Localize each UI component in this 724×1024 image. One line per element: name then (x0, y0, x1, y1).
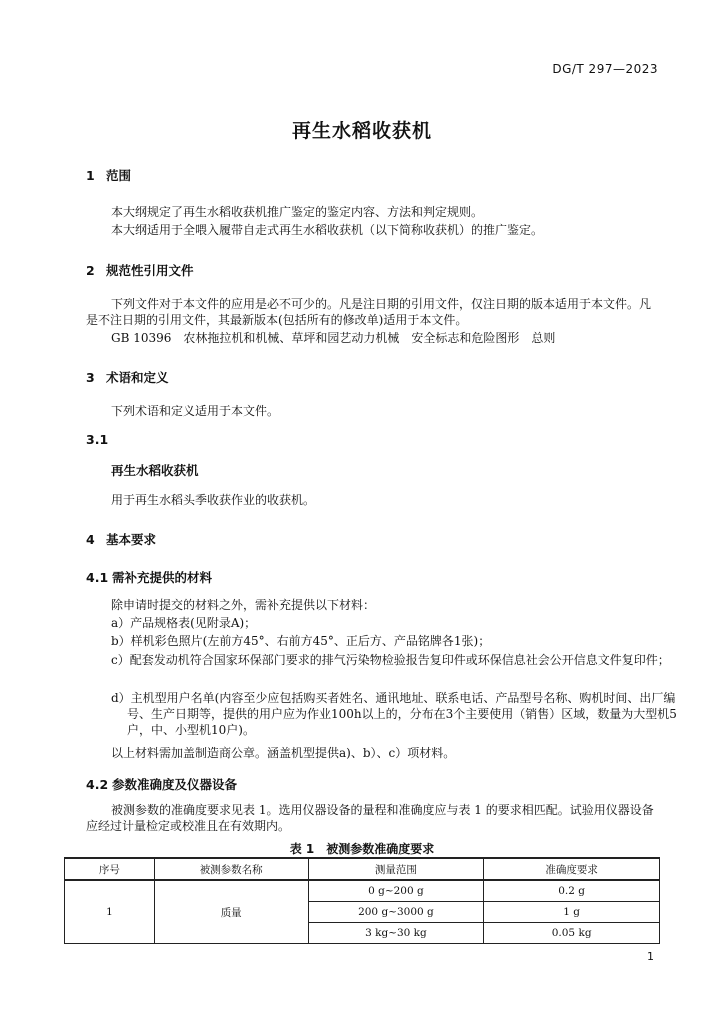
subsection-4-1-heading (86, 568, 212, 586)
paragraph: 本大纲适用于全喂入履带自走式再生水稻收获机（以下简称收获机）的推广鉴定。 (111, 223, 544, 237)
table-cell: 0.2 g (484, 880, 660, 902)
section-title: 术语和定义 (106, 370, 169, 385)
table-cell: 质量 (154, 880, 308, 944)
paragraph: 下列术语和定义适用于本文件。 (111, 404, 280, 418)
paragraph: 本大纲规定了再生水稻收获机推广鉴定的鉴定内容、方法和判定规则。 (111, 205, 484, 219)
reference-item: GB 10396 农林拖拉机和机械、草坪和园艺动力机械 安全标志和危险图形 总则 (111, 331, 556, 345)
section-3-heading (86, 368, 169, 386)
paragraph: 下列文件对于本文件的应用是必不可少的。凡是注日期的引用文件，仅注日期的版本适用于本文件。凡是不注日期的引用文件，其最新版本(包括所有的修改单)适用于本文件。 (86, 297, 652, 327)
section-title: 参数准确度及仪器设备 (112, 777, 238, 792)
table-header-row (65, 858, 660, 880)
table-cell: 3 kg~30 kg (308, 923, 484, 944)
term-name: 再生水稻收获机 (111, 463, 199, 478)
section-number: 4 (86, 532, 95, 547)
page-number: 1 (647, 950, 654, 963)
column-header: 序号 (65, 858, 155, 880)
list-item: c）配套发动机符合国家环保部门要求的排气污染物检验报告复印件或环保信息社会公开信息文件复印件； (111, 653, 670, 667)
paragraph: 除申请时提交的材料之外，需补充提供以下材料： (111, 598, 376, 612)
section-number: 4.1 (86, 570, 109, 585)
section-title: 规范性引用文件 (106, 263, 194, 278)
table-cell: 0.05 kg (484, 923, 660, 944)
subsection-3-1-number: 3.1 (86, 432, 109, 447)
list-item: b）样机彩色照片(左前方45°、右前方45°、正后方、产品铭牌各1张)； (111, 634, 491, 648)
subsection-4-2-heading (86, 775, 237, 793)
table-caption: 表 1 被测参数准确度要求 (289, 842, 435, 856)
section-title: 范围 (106, 168, 132, 183)
section-number: 3 (86, 370, 95, 385)
section-number: 2 (86, 263, 95, 278)
section-4-heading (86, 530, 156, 548)
column-header: 准确度要求 (484, 858, 660, 880)
accuracy-table (64, 857, 660, 944)
table-cell: 1 g (484, 902, 660, 923)
section-number: 4.2 (86, 777, 109, 792)
section-2-heading (86, 261, 194, 279)
page-title: 再生水稻收获机 (291, 120, 432, 142)
column-header: 被测参数名称 (154, 858, 308, 880)
section-title: 需补充提供的材料 (112, 570, 213, 585)
section-title: 基本要求 (106, 532, 157, 547)
column-header: 测量范围 (308, 858, 484, 880)
term-definition: 用于再生水稻头季收获作业的收获机。 (111, 493, 316, 507)
section-number: 1 (86, 168, 95, 183)
document-code: DG/T 297—2023 (552, 62, 658, 76)
table-cell: 0 g~200 g (308, 880, 484, 902)
table-cell: 200 g~3000 g (308, 902, 484, 923)
paragraph: 被测参数的准确度要求见表 1。选用仪器设备的量程和准确度应与表 1 的要求相匹配。试验用仪器设备应经过计量检定或校准且在有效期内。 (86, 803, 654, 833)
table-row (65, 880, 660, 902)
section-1-heading (86, 166, 131, 184)
table-cell: 1 (65, 880, 155, 944)
list-item: a）产品规格表(见附录A)； (111, 616, 257, 630)
paragraph: 以上材料需加盖制造商公章。涵盖机型提供a)、b）、c）项材料。 (111, 746, 456, 760)
list-item: d）主机型用户名单(内容至少应包括购买者姓名、通讯地址、联系电话、产品型号名称、购机时间、出厂编号、生产日期等，提供的用户应为作业100h以上的，分布在3个主要使用（销售）区域，数量为大型机5户，中、小型机10户)。 (111, 691, 677, 737)
